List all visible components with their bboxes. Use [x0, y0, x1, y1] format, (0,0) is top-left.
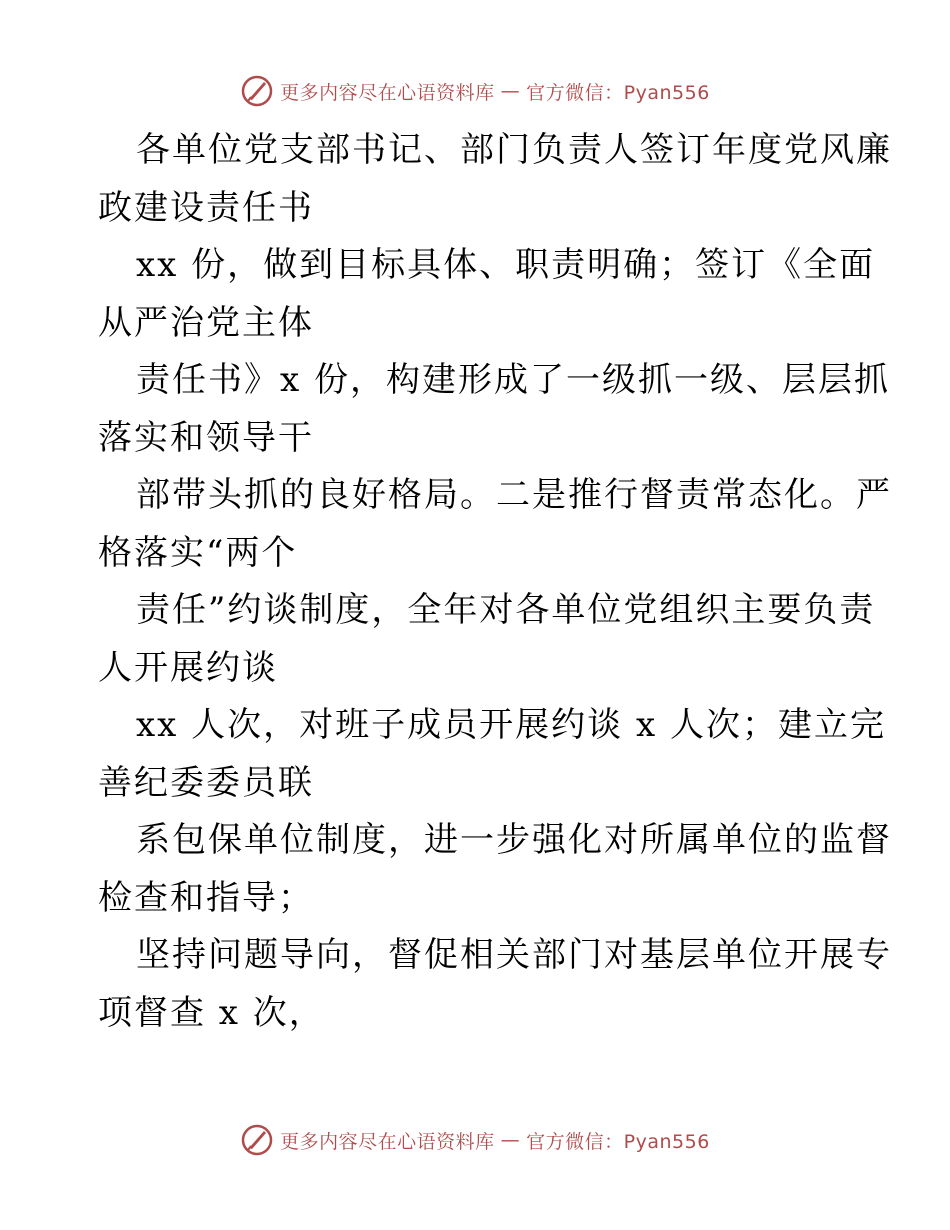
paragraph: [98, 582, 876, 697]
paragraph: [98, 237, 876, 352]
paragraph: [98, 122, 892, 237]
text-line: 部带头抓的良好格局。二是推行督责常态化。严: [136, 475, 892, 515]
watermark-separator: —: [500, 1129, 521, 1151]
text-line: 项督查 x 次，: [98, 992, 325, 1033]
text-line: xx 份，做到目标具体、职责明确；签订《全面: [136, 245, 876, 285]
text-line: 人开展约谈: [98, 647, 278, 688]
text-line: 格落实“两个: [98, 532, 298, 573]
quill-pen-logo-icon: [240, 1123, 274, 1157]
text-line: 坚持问题导向，督促相关部门对基层单位开展专: [136, 935, 892, 975]
footer-watermark: [0, 1123, 950, 1157]
text-line: 责任”约谈制度，全年对各单位党组织主要负责: [136, 590, 876, 630]
watermark-separator: —: [500, 80, 521, 102]
paragraph: [98, 467, 892, 582]
text-line: 责任书》x 份，构建形成了一级抓一级、层层抓: [136, 360, 890, 400]
document-body: [98, 122, 892, 1042]
quill-pen-logo-icon: [240, 74, 274, 108]
watermark-brand-text: 更多内容尽在心语资料库: [280, 81, 495, 104]
text-line: 各单位党支部书记、部门负责人签订年度党风廉: [136, 130, 892, 170]
paragraph: [98, 697, 886, 812]
text-line: 政建设责任书: [98, 187, 314, 228]
watermark-wechat-text: 官方微信：Pyan556: [526, 1130, 710, 1153]
text-line: 从严治党主体: [98, 302, 314, 343]
header-watermark: [0, 74, 950, 108]
text-line: 检查和指导；: [98, 877, 314, 918]
paragraph: [98, 927, 892, 1042]
text-line: 善纪委委员联: [98, 762, 314, 803]
watermark-brand-text: 更多内容尽在心语资料库: [280, 1130, 495, 1153]
paragraph: [98, 352, 890, 467]
text-line: xx 人次，对班子成员开展约谈 x 人次；建立完: [136, 705, 886, 745]
paragraph: [98, 812, 892, 927]
text-line: 落实和领导干: [98, 417, 314, 458]
watermark-wechat-text: 官方微信：Pyan556: [526, 81, 710, 104]
text-line: 系包保单位制度，进一步强化对所属单位的监督: [136, 820, 892, 860]
